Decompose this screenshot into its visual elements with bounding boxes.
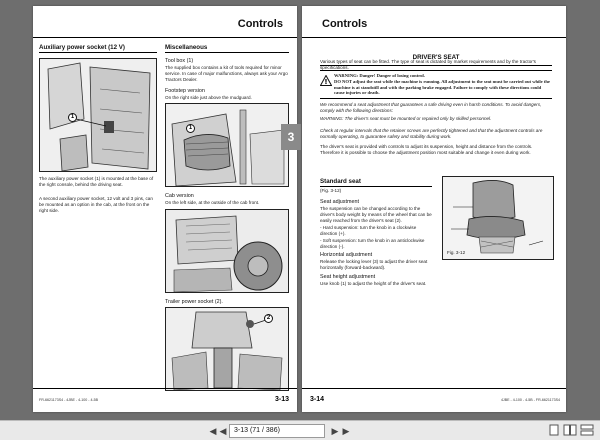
left-page-footer xyxy=(33,388,297,408)
single-page-view-icon[interactable] xyxy=(548,424,560,438)
left-page-header xyxy=(33,16,297,38)
aux-socket-text-2: A second auxiliary power socket, 12 volt and 3 pins, can be mounted as an option in the cab, at the front on the right side. xyxy=(39,196,153,213)
cab-illustration xyxy=(166,210,289,293)
trailer-socket-figure xyxy=(165,307,289,391)
right-page-title: Controls xyxy=(322,18,368,30)
trailer-title: Trailer power socket (2). xyxy=(165,299,223,305)
seat-adjust-title: Seat adjustment xyxy=(320,199,359,205)
height-adjust-text: Use knob (1) to adjust the height of the driver's seat. xyxy=(320,281,427,286)
right-page xyxy=(302,6,566,412)
seat-figure-label: Fig. 3-12 xyxy=(447,250,466,256)
para-check: Check at regular intervals that the retainer screws are perfectly tightened and that the adjustment controls are normally operating, to guarantee safety and stability during work. xyxy=(320,128,543,139)
aux-socket-text-1: The auxiliary power socket (1) is mounted at the base of the right console, behind the driving seat. xyxy=(39,176,154,187)
intro-text: Various types of seat can be fitted. The type of seat is dictated by market requirements and by the tractor's specifications. xyxy=(320,59,536,70)
right-page-header xyxy=(302,16,566,38)
first-page-icon[interactable]: ◀ xyxy=(209,426,217,436)
warning-triangle-icon xyxy=(320,73,334,96)
warning-heading: WARNING: Danger! Danger of losing control. xyxy=(334,73,425,78)
toolbox-title: Tool box (1) xyxy=(165,58,194,64)
last-page-icon[interactable]: ▶ xyxy=(342,426,350,436)
standard-seat-figref: (Fig. 3-12) xyxy=(320,188,342,193)
left-footer-text: FR-6621173S4 - 4JBE - 4-100 - 4-5B xyxy=(39,398,99,402)
chapter-tab: 3 xyxy=(281,124,301,150)
seat-illustration xyxy=(443,177,554,260)
warning-text: DO NOT adjust the seat while the machine is running. All adjustment to the seat must be carried out while the machine is at standstill and with the parking brake engaged. Failure to comply with these directions could cause injuries or death. xyxy=(334,78,550,96)
para-recommend: We recommend a seat adjustment that guarantees a safe driving even in harsh conditions. To avoid dangers, comply with the following directions: xyxy=(320,102,542,113)
right-footer-text: 4JBE - 4-100 - 4-5B - FR-6621173S4 xyxy=(500,398,560,402)
continuous-view-icon[interactable] xyxy=(580,424,594,438)
left-page-title: Controls xyxy=(237,18,283,30)
toolbox-text: The supplied box contains a kit of tools required for minor service. In case of major malfunctions, always ask your Argo Tractors Dealer. xyxy=(165,65,288,82)
callout-2-trailer: 2 xyxy=(264,314,273,323)
height-adjust-title: Seat height adjustment xyxy=(320,274,376,280)
soft-suspension-text: - Soft suspension: turn the knob in an anticlockwise direction (-). xyxy=(320,238,425,249)
footstep-text: On the right side just above the mudguard. xyxy=(165,95,252,100)
aux-socket-title: Auxiliary power socket (12 V) xyxy=(39,44,157,53)
para-warning-skilled: WARNING: The driver's seat must be mounted or repaired only by skilled personnel. xyxy=(320,116,492,121)
footstep-title: Footstep version xyxy=(165,88,205,94)
right-page-number: 3-14 xyxy=(310,396,325,403)
viewer-toolbar xyxy=(0,420,600,440)
seat-adjust-text: The suspension can be changed according to the driver's body weight by means of the wheel that can be easily reached from the driver's seat (2). xyxy=(320,206,432,223)
cab-text: On the left side, at the outside of the cab front. xyxy=(165,200,260,205)
toolbox-illustration xyxy=(166,104,289,187)
misc-title: Miscellaneous xyxy=(165,44,289,53)
cab-title: Cab version xyxy=(165,193,194,199)
toolbox-footstep-figure xyxy=(165,103,289,187)
para-controls: The driver's seat is provided with controls to adjust its suspension, height and distance from the controls. Therefore it is possible to choose the adjustment position most suitable and change it even during work. xyxy=(320,144,533,155)
left-page-number: 3-13 xyxy=(274,396,289,403)
horizontal-adjust-title: Horizontal adjustment xyxy=(320,252,373,258)
prev-page-icon[interactable]: ◀ xyxy=(219,426,227,436)
seat-figure xyxy=(442,176,554,260)
drivers-seat-title: DRIVER'S SEAT xyxy=(412,54,460,61)
svg-text:!: ! xyxy=(324,78,328,86)
callout-1-toolbox: 1 xyxy=(186,124,195,133)
right-page-footer xyxy=(302,388,566,408)
page-indicator-field[interactable] xyxy=(229,424,325,438)
next-page-icon[interactable]: ▶ xyxy=(331,426,339,436)
warning-box xyxy=(320,70,552,99)
page-indicator-text: 3-13 (71 / 386) xyxy=(234,427,280,434)
cab-figure xyxy=(165,209,289,293)
two-page-view-icon[interactable] xyxy=(563,424,577,438)
aux-socket-illustration xyxy=(40,59,157,172)
horizontal-adjust-text: Release the locking lever (3) to adjust the driver seat horizontally (forward-backward). xyxy=(320,259,428,270)
callout-1-aux: 1 xyxy=(68,113,77,122)
standard-seat-title: Standard seat xyxy=(320,178,432,187)
aux-socket-figure xyxy=(39,58,157,172)
left-page xyxy=(33,6,297,412)
hard-suspension-text: - Hard suspension: turn the knob in a clockwise direction (+). xyxy=(320,225,417,236)
